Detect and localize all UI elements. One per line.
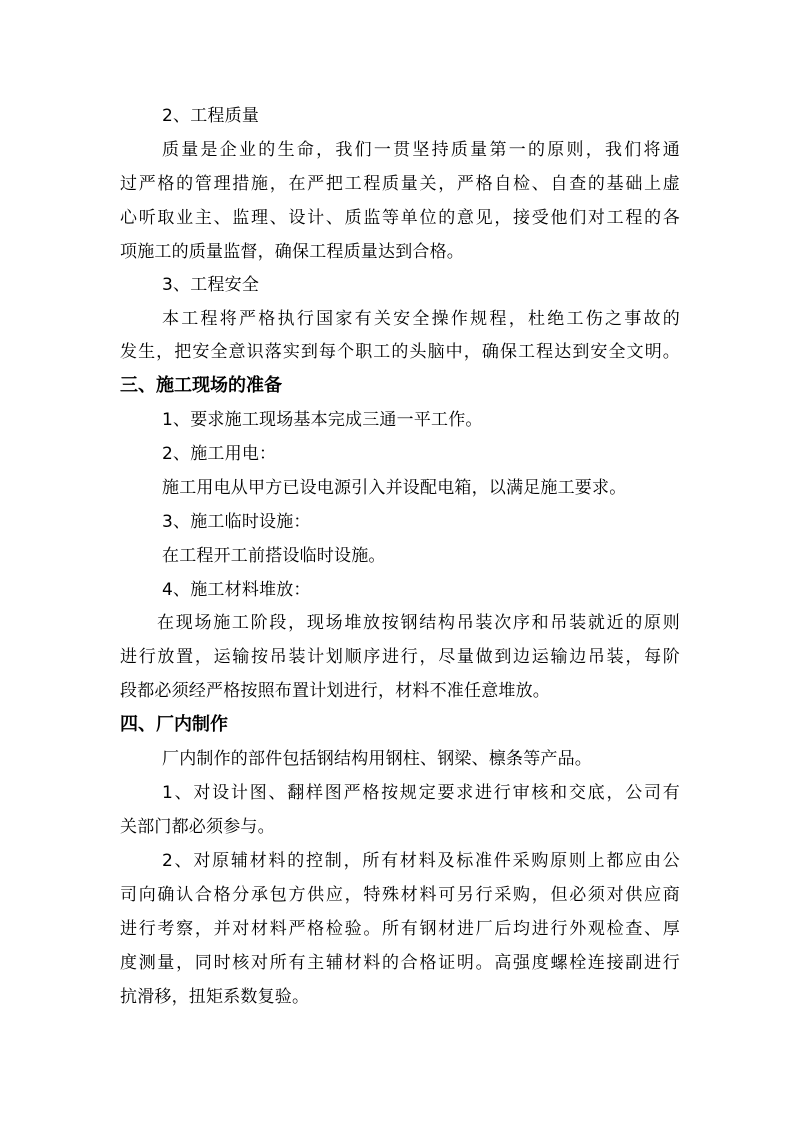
paragraph-line: 抗滑移，扭矩系数复验。 [120, 987, 310, 1007]
paragraph-line: 施工用电从甲方已设电源引入并设配电箱，以满足施工要求。 [162, 478, 627, 498]
subheading-construction-power: 2、施工用电： [162, 444, 277, 464]
paragraph-line: 进行放置，运输按吊装计划顺序进行，尽量做到边运输边吊装，每阶 [120, 647, 680, 667]
paragraph-line: 度测量，同时核对所有主辅材料的合格证明。高强度螺栓连接副进行 [120, 953, 680, 973]
paragraph-line: 段都必须经严格按照布置计划进行，材料不准任意堆放。 [120, 681, 550, 701]
paragraph-line: 过严格的管理措施，在严把工程质量关，严格自检、自查的基础上虚 [120, 174, 680, 194]
paragraph-line: 厂内制作的部件包括钢结构用钢柱、钢梁、檩条等产品。 [162, 749, 592, 769]
subheading-engineering-safety: 3、工程安全 [162, 275, 260, 295]
paragraph-line: 进行考察，并对材料严格检验。所有钢材进厂后均进行外观检查、厚 [120, 919, 680, 939]
paragraph-line: 关部门都必须参与。 [120, 817, 275, 837]
paragraph-line: 司向确认合格分承包方供应，特殊材料可另行采购，但必须对供应商 [120, 885, 680, 905]
paragraph-line: 在现场施工阶段，现场堆放按钢结构吊装次序和吊装就近的原则 [157, 613, 680, 633]
subheading-material-storage: 4、施工材料堆放： [162, 580, 311, 600]
paragraph-line: 质量是企业的生命，我们一贯坚持质量第一的原则，我们将通 [162, 140, 680, 160]
subheading-temporary-facilities: 3、施工临时设施： [162, 512, 311, 532]
subheading-engineering-quality: 2、工程质量 [162, 106, 260, 126]
section-heading-factory-fabrication: 四、厂内制作 [120, 714, 228, 735]
paragraph-line: 项施工的质量监督，确保工程质量达到合格。 [120, 242, 464, 262]
paragraph-line: 1、要求施工现场基本完成三通一平工作。 [162, 410, 483, 430]
paragraph-line: 本工程将严格执行国家有关安全操作规程，杜绝工伤之事故的 [162, 309, 680, 329]
paragraph-line: 发生，把安全意识落实到每个职工的头脑中，确保工程达到安全文明。 [120, 342, 680, 362]
paragraph-line: 心听取业主、监理、设计、质监等单位的意见，接受他们对工程的各 [120, 208, 680, 228]
section-heading-site-preparation: 三、施工现场的准备 [120, 375, 282, 396]
paragraph-line: 在工程开工前搭设临时设施。 [162, 546, 386, 566]
paragraph-line: 1、对设计图、翻样图严格按规定要求进行审核和交底，公司有 [162, 783, 680, 803]
paragraph-line: 2、对原辅材料的控制，所有材料及标准件采购原则上都应由公 [162, 851, 680, 871]
